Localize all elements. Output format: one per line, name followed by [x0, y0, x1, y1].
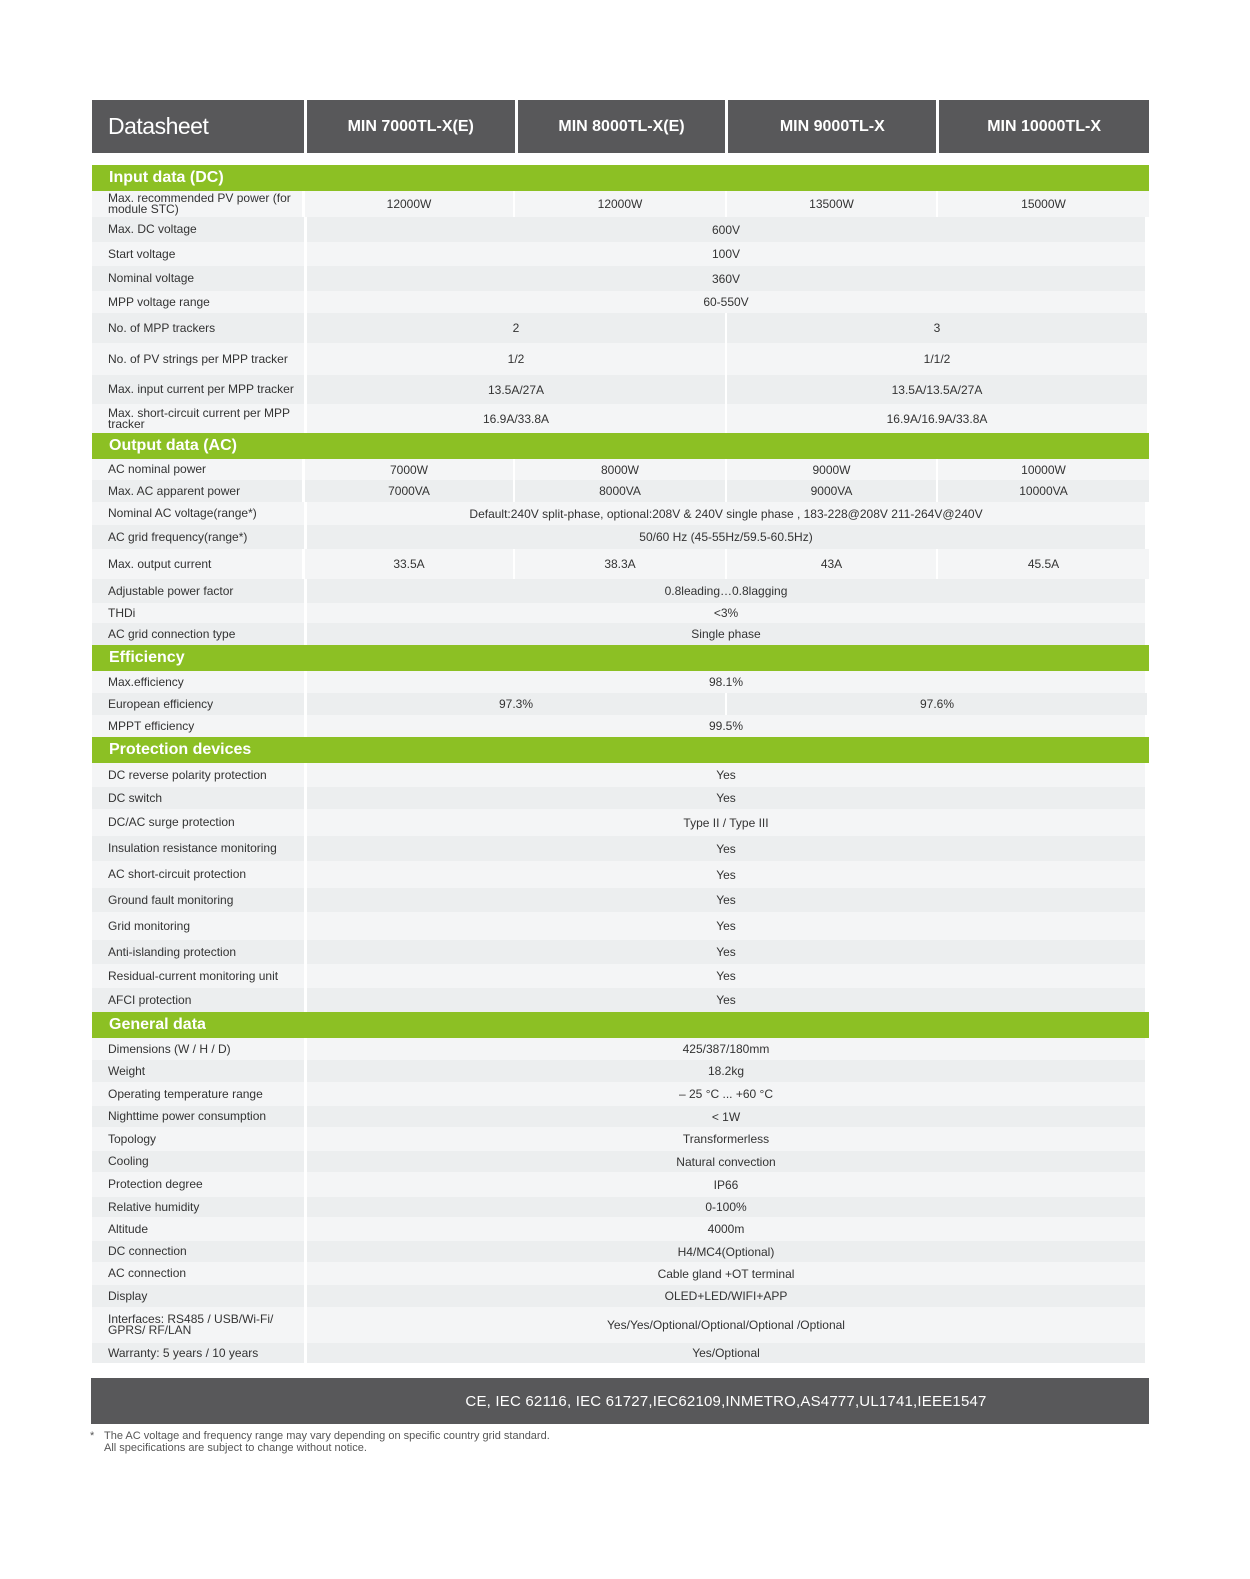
- value-cell: Yes: [307, 787, 1145, 809]
- row-label: Max. DC voltage: [92, 217, 304, 242]
- value-cell: Type II / Type III: [307, 809, 1145, 836]
- row-values: [307, 1241, 1149, 1262]
- value-cell: 2: [307, 313, 725, 343]
- value-cell: 16.9A/33.8A: [307, 404, 725, 433]
- value-cell: H4/MC4(Optional): [307, 1241, 1145, 1262]
- table-row: [92, 343, 1149, 375]
- footnote: [90, 1430, 550, 1454]
- row-label: AC grid frequency(range*): [92, 525, 304, 549]
- table-row: [92, 579, 1149, 603]
- table-row: [92, 1307, 1149, 1343]
- table-row: [92, 480, 1149, 502]
- value-cell: Single phase: [307, 623, 1145, 645]
- row-label: Residual-current monitoring unit: [92, 964, 304, 988]
- row-values: [307, 217, 1149, 242]
- value-cell: 0-100%: [307, 1197, 1145, 1217]
- value-cell: 13.5A/27A: [307, 375, 725, 404]
- row-label: Anti-islanding protection: [92, 940, 304, 964]
- row-values: [307, 375, 1149, 404]
- table-row: [92, 1197, 1149, 1217]
- row-label: Display: [92, 1285, 304, 1307]
- value-cell: < 1W: [307, 1106, 1145, 1127]
- row-values: [307, 1197, 1149, 1217]
- row-label: European efficiency: [92, 693, 304, 715]
- row-values: [307, 1038, 1149, 1060]
- value-cell: 38.3A: [513, 549, 725, 579]
- row-label: Nominal voltage: [92, 266, 304, 291]
- datasheet-table: [92, 100, 1149, 1363]
- row-values: [307, 1285, 1149, 1307]
- table-row: [92, 1082, 1149, 1106]
- value-cell: 9000W: [725, 459, 936, 480]
- row-label: Max. AC apparent power: [92, 480, 302, 502]
- table-row: [92, 964, 1149, 988]
- table-row: [92, 787, 1149, 809]
- row-label: Relative humidity: [92, 1197, 304, 1217]
- row-values: [307, 715, 1149, 737]
- row-values: [305, 480, 1149, 502]
- row-label: AFCI protection: [92, 988, 304, 1012]
- table-row: [92, 1060, 1149, 1082]
- table-row: [92, 404, 1149, 433]
- row-label: MPP voltage range: [92, 291, 304, 313]
- row-label: Max. short-circuit current per MPP tracker: [92, 404, 304, 433]
- value-cell: 18.2kg: [307, 1060, 1145, 1082]
- table-row: [92, 1241, 1149, 1262]
- row-values: [307, 964, 1149, 988]
- row-label: Protection degree: [92, 1172, 304, 1197]
- value-cell: Yes: [307, 912, 1145, 940]
- row-values: [307, 1262, 1149, 1285]
- section-heading: General data: [92, 1012, 1149, 1038]
- row-values: [307, 242, 1149, 266]
- section-heading: Input data (DC): [92, 165, 1149, 191]
- value-cell: Natural convection: [307, 1151, 1145, 1172]
- table-row: [92, 693, 1149, 715]
- row-label: Cooling: [92, 1151, 304, 1172]
- value-cell: 13.5A/13.5A/27A: [725, 375, 1147, 404]
- row-label: Adjustable power factor: [92, 579, 304, 603]
- model-header: MIN 8000TL-X(E): [518, 100, 726, 153]
- row-values: [307, 502, 1149, 525]
- value-cell: 99.5%: [307, 715, 1145, 737]
- row-label: Interfaces: RS485 / USB/Wi-Fi/ GPRS/ RF/LAN: [92, 1307, 304, 1343]
- value-cell: Cable gland +OT terminal: [307, 1262, 1145, 1285]
- row-label: Insulation resistance monitoring: [92, 836, 304, 861]
- model-header: MIN 9000TL-X: [728, 100, 936, 153]
- row-values: [307, 888, 1149, 912]
- value-cell: Yes/Optional: [307, 1343, 1145, 1363]
- value-cell: Transformerless: [307, 1127, 1145, 1151]
- value-cell: 9000VA: [725, 480, 936, 502]
- value-cell: 7000VA: [305, 480, 513, 502]
- value-cell: Yes: [307, 964, 1145, 988]
- table-row: [92, 266, 1149, 291]
- datasheet-title: Datasheet: [92, 100, 304, 153]
- row-label: DC reverse polarity protection: [92, 763, 304, 787]
- row-values: [307, 861, 1149, 888]
- section-heading: Efficiency: [92, 645, 1149, 671]
- value-cell: 1/2: [307, 343, 725, 375]
- row-label: Topology: [92, 1127, 304, 1151]
- value-cell: Default:240V split-phase, optional:208V & 240V single phase , 183-228@208V 211-264V@240V: [307, 502, 1145, 525]
- value-cell: Yes: [307, 988, 1145, 1012]
- row-label: Nighttime power consumption: [92, 1106, 304, 1127]
- table-row: [92, 1217, 1149, 1241]
- value-cell: – 25 °C ... +60 °C: [307, 1082, 1145, 1106]
- value-cell: Yes: [307, 836, 1145, 861]
- table-row: [92, 623, 1149, 645]
- value-cell: 13500W: [725, 191, 936, 217]
- table-row: [92, 940, 1149, 964]
- row-values: [307, 836, 1149, 861]
- value-cell: 100V: [307, 242, 1145, 266]
- row-label: Dimensions (W / H / D): [92, 1038, 304, 1060]
- row-values: [307, 940, 1149, 964]
- row-label: Start voltage: [92, 242, 304, 266]
- section-heading: Protection devices: [92, 737, 1149, 763]
- table-row: [92, 671, 1149, 693]
- value-cell: 43A: [725, 549, 936, 579]
- row-values: [307, 1082, 1149, 1106]
- table-row: [92, 1151, 1149, 1172]
- value-cell: 4000m: [307, 1217, 1145, 1241]
- row-values: [307, 291, 1149, 313]
- row-values: [305, 191, 1149, 217]
- row-label: AC connection: [92, 1262, 304, 1285]
- value-cell: Yes/Yes/Optional/Optional/Optional /Optional: [307, 1307, 1145, 1343]
- value-cell: 8000VA: [513, 480, 725, 502]
- table-row: [92, 217, 1149, 242]
- row-label: No. of MPP trackers: [92, 313, 304, 343]
- table-row: [92, 459, 1149, 480]
- footnote-line: All specifications are subject to change without notice.: [104, 1442, 367, 1454]
- table-header: [92, 100, 1149, 153]
- row-values: [307, 912, 1149, 940]
- row-values: [307, 1060, 1149, 1082]
- footnote-line: The AC voltage and frequency range may vary depending on specific country grid standard.: [104, 1430, 550, 1442]
- value-cell: 60-550V: [307, 291, 1145, 313]
- row-values: [307, 988, 1149, 1012]
- value-cell: 16.9A/16.9A/33.8A: [725, 404, 1147, 433]
- table-row: [92, 549, 1149, 579]
- table-row: [92, 763, 1149, 787]
- table-row: [92, 988, 1149, 1012]
- table-row: [92, 313, 1149, 343]
- table-row: [92, 912, 1149, 940]
- row-values: [307, 763, 1149, 787]
- section-heading: Output data (AC): [92, 433, 1149, 459]
- row-values: [305, 459, 1149, 480]
- value-cell: 98.1%: [307, 671, 1145, 693]
- table-row: [92, 1343, 1149, 1363]
- row-label: AC short-circuit protection: [92, 861, 304, 888]
- row-values: [307, 525, 1149, 549]
- row-values: [307, 1106, 1149, 1127]
- value-cell: 360V: [307, 266, 1145, 291]
- row-values: [307, 809, 1149, 836]
- row-values: [307, 343, 1149, 375]
- row-label: Altitude: [92, 1217, 304, 1241]
- table-row: [92, 375, 1149, 404]
- value-cell: 97.3%: [307, 693, 725, 715]
- value-cell: 33.5A: [305, 549, 513, 579]
- row-label: Weight: [92, 1060, 304, 1082]
- row-values: [307, 1172, 1149, 1197]
- value-cell: 425/387/180mm: [307, 1038, 1145, 1060]
- table-row: [92, 1262, 1149, 1285]
- row-values: [307, 1343, 1149, 1363]
- table-row: [92, 809, 1149, 836]
- row-values: [307, 623, 1149, 645]
- row-values: [307, 266, 1149, 291]
- table-row: [92, 861, 1149, 888]
- value-cell: 1/1/2: [725, 343, 1147, 375]
- value-cell: Yes: [307, 940, 1145, 964]
- row-values: [307, 579, 1149, 603]
- row-label: Warranty: 5 years / 10 years: [92, 1343, 304, 1363]
- table-row: [92, 888, 1149, 912]
- value-cell: 7000W: [305, 459, 513, 480]
- table-row: [92, 1285, 1149, 1307]
- value-cell: 10000W: [936, 459, 1149, 480]
- row-label: Max.efficiency: [92, 671, 304, 693]
- value-cell: 50/60 Hz (45-55Hz/59.5-60.5Hz): [307, 525, 1145, 549]
- row-label: MPPT efficiency: [92, 715, 304, 737]
- row-values: [307, 1151, 1149, 1172]
- table-row: [92, 291, 1149, 313]
- row-label: THDi: [92, 603, 304, 623]
- row-values: [307, 313, 1149, 343]
- value-cell: Yes: [307, 763, 1145, 787]
- model-header: MIN 10000TL-X: [939, 100, 1149, 153]
- table-row: [92, 1127, 1149, 1151]
- value-cell: 10000VA: [936, 480, 1149, 502]
- row-label: AC grid connection type: [92, 623, 304, 645]
- value-cell: <3%: [307, 603, 1145, 623]
- table-row: [92, 836, 1149, 861]
- row-label: Grid monitoring: [92, 912, 304, 940]
- row-values: [307, 1127, 1149, 1151]
- row-values: [307, 1307, 1149, 1343]
- row-label: Ground fault monitoring: [92, 888, 304, 912]
- table-body: [92, 165, 1149, 1363]
- table-row: [92, 525, 1149, 549]
- row-label: Max. input current per MPP tracker: [92, 375, 304, 404]
- table-row: [92, 191, 1149, 217]
- row-values: [307, 1217, 1149, 1241]
- value-cell: IP66: [307, 1172, 1145, 1197]
- value-cell: 12000W: [305, 191, 513, 217]
- row-values: [305, 549, 1149, 579]
- footnote-marker: *: [90, 1430, 95, 1442]
- row-label: DC/AC surge protection: [92, 809, 304, 836]
- value-cell: Yes: [307, 861, 1145, 888]
- row-label: No. of PV strings per MPP tracker: [92, 343, 304, 375]
- row-values: [307, 787, 1149, 809]
- table-row: [92, 1038, 1149, 1060]
- certifications-bar: CE, IEC 62116, IEC 61727,IEC62109,INMETRO,AS4777,UL1741,IEEE1547: [91, 1378, 1149, 1424]
- row-values: [307, 671, 1149, 693]
- value-cell: 12000W: [513, 191, 725, 217]
- table-row: [92, 715, 1149, 737]
- row-label: Max. recommended PV power (for module STC): [92, 191, 302, 217]
- value-cell: 8000W: [513, 459, 725, 480]
- value-cell: 3: [725, 313, 1147, 343]
- value-cell: Yes: [307, 888, 1145, 912]
- value-cell: 600V: [307, 217, 1145, 242]
- row-label: Max. output current: [92, 549, 302, 579]
- table-row: [92, 1106, 1149, 1127]
- row-label: DC switch: [92, 787, 304, 809]
- value-cell: 45.5A: [936, 549, 1149, 579]
- row-label: AC nominal power: [92, 459, 302, 480]
- table-row: [92, 502, 1149, 525]
- row-values: [307, 603, 1149, 623]
- model-header: MIN 7000TL-X(E): [307, 100, 515, 153]
- value-cell: 0.8leading…0.8lagging: [307, 579, 1145, 603]
- row-label: DC connection: [92, 1241, 304, 1262]
- value-cell: OLED+LED/WIFI+APP: [307, 1285, 1145, 1307]
- table-row: [92, 603, 1149, 623]
- table-row: [92, 1172, 1149, 1197]
- row-label: Nominal AC voltage(range*): [92, 502, 304, 525]
- table-row: [92, 242, 1149, 266]
- value-cell: 97.6%: [725, 693, 1147, 715]
- row-label: Operating temperature range: [92, 1082, 304, 1106]
- row-values: [307, 404, 1149, 433]
- value-cell: 15000W: [936, 191, 1149, 217]
- row-values: [307, 693, 1149, 715]
